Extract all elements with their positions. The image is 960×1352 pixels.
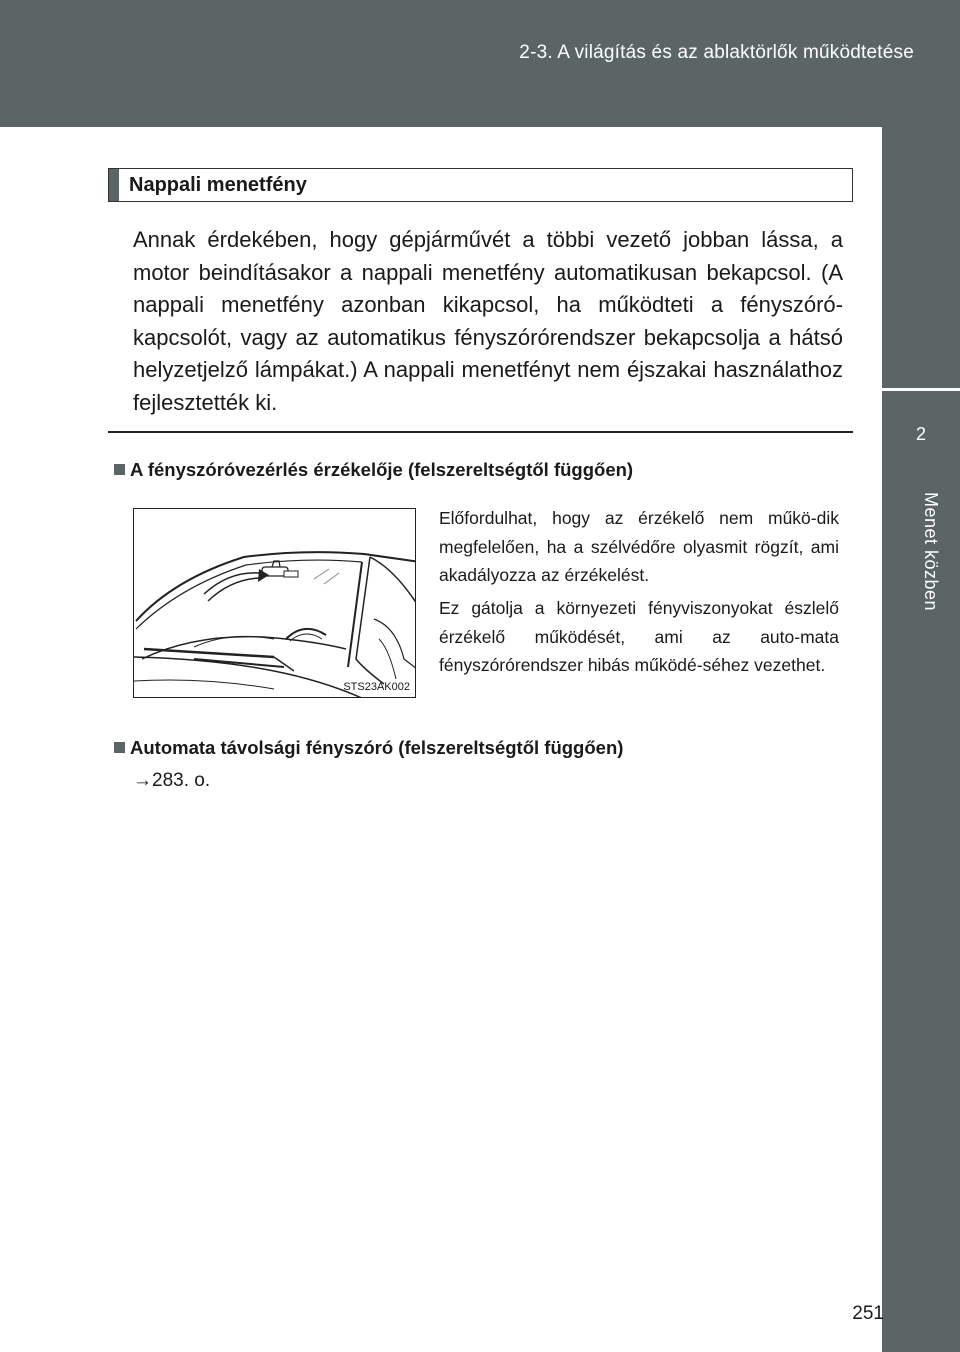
square-bullet-icon	[114, 742, 125, 753]
sensor-effect-paragraph: Ez gátolja a környezeti fényviszonyokat észlelő érzékelő működését, ami az auto-mata fényszórórendszer hibás működé-séhez vezethet.	[439, 598, 839, 675]
illustration-code: STS23AK002	[343, 681, 410, 693]
windshield-drawing	[134, 509, 416, 698]
section-heading-box	[108, 168, 853, 202]
square-bullet-icon	[114, 464, 125, 475]
heading-accent-bar	[109, 169, 119, 201]
side-tab-divider	[882, 388, 960, 391]
chapter-number: 2	[915, 424, 926, 444]
section-divider	[108, 431, 853, 433]
subsection-heading-sensor	[114, 459, 633, 481]
page-reference-link[interactable]: →283. o.	[133, 770, 211, 791]
section-heading: Nappali menetfény	[129, 174, 307, 196]
intro-paragraph: Annak érdekében, hogy gépjárművét a többi vezető jobban lássa, a motor beindításakor a nappali menetfény automatikusan bekapcsol. (A nappali menetfény azonban kikapcsol, ha működteti a fényszóró-kapcsolót, vagy az automatikus fényszórórendszer bekapcsolja a hátsó helyzetjelző lámpákat.) A nappali menetfényt nem éjszakai használathoz fejlesztették ki.	[133, 227, 843, 415]
windshield-sensor-illustration	[133, 508, 416, 698]
subsection-heading-high-beam	[114, 737, 623, 759]
subsection-title: A fényszóróvezérlés érzékelője (felszereltségtől függően)	[130, 459, 634, 480]
chapter-name: Menet közben	[921, 492, 941, 612]
section-title: 2-3. A világítás és az ablaktörlők működtetése	[519, 42, 914, 63]
subsection-title: Automata távolsági fényszóró (felszereltségtől függően)	[130, 737, 624, 758]
sensor-note-paragraph: Előfordulhat, hogy az érzékelő nem műkö-dik megfelelően, ha a szélvédőre olyasmit rögzít, ami akadályozza az érzékelést.	[439, 508, 839, 585]
page-number: 251	[852, 1303, 884, 1324]
chapter-side-tab	[882, 127, 960, 1352]
